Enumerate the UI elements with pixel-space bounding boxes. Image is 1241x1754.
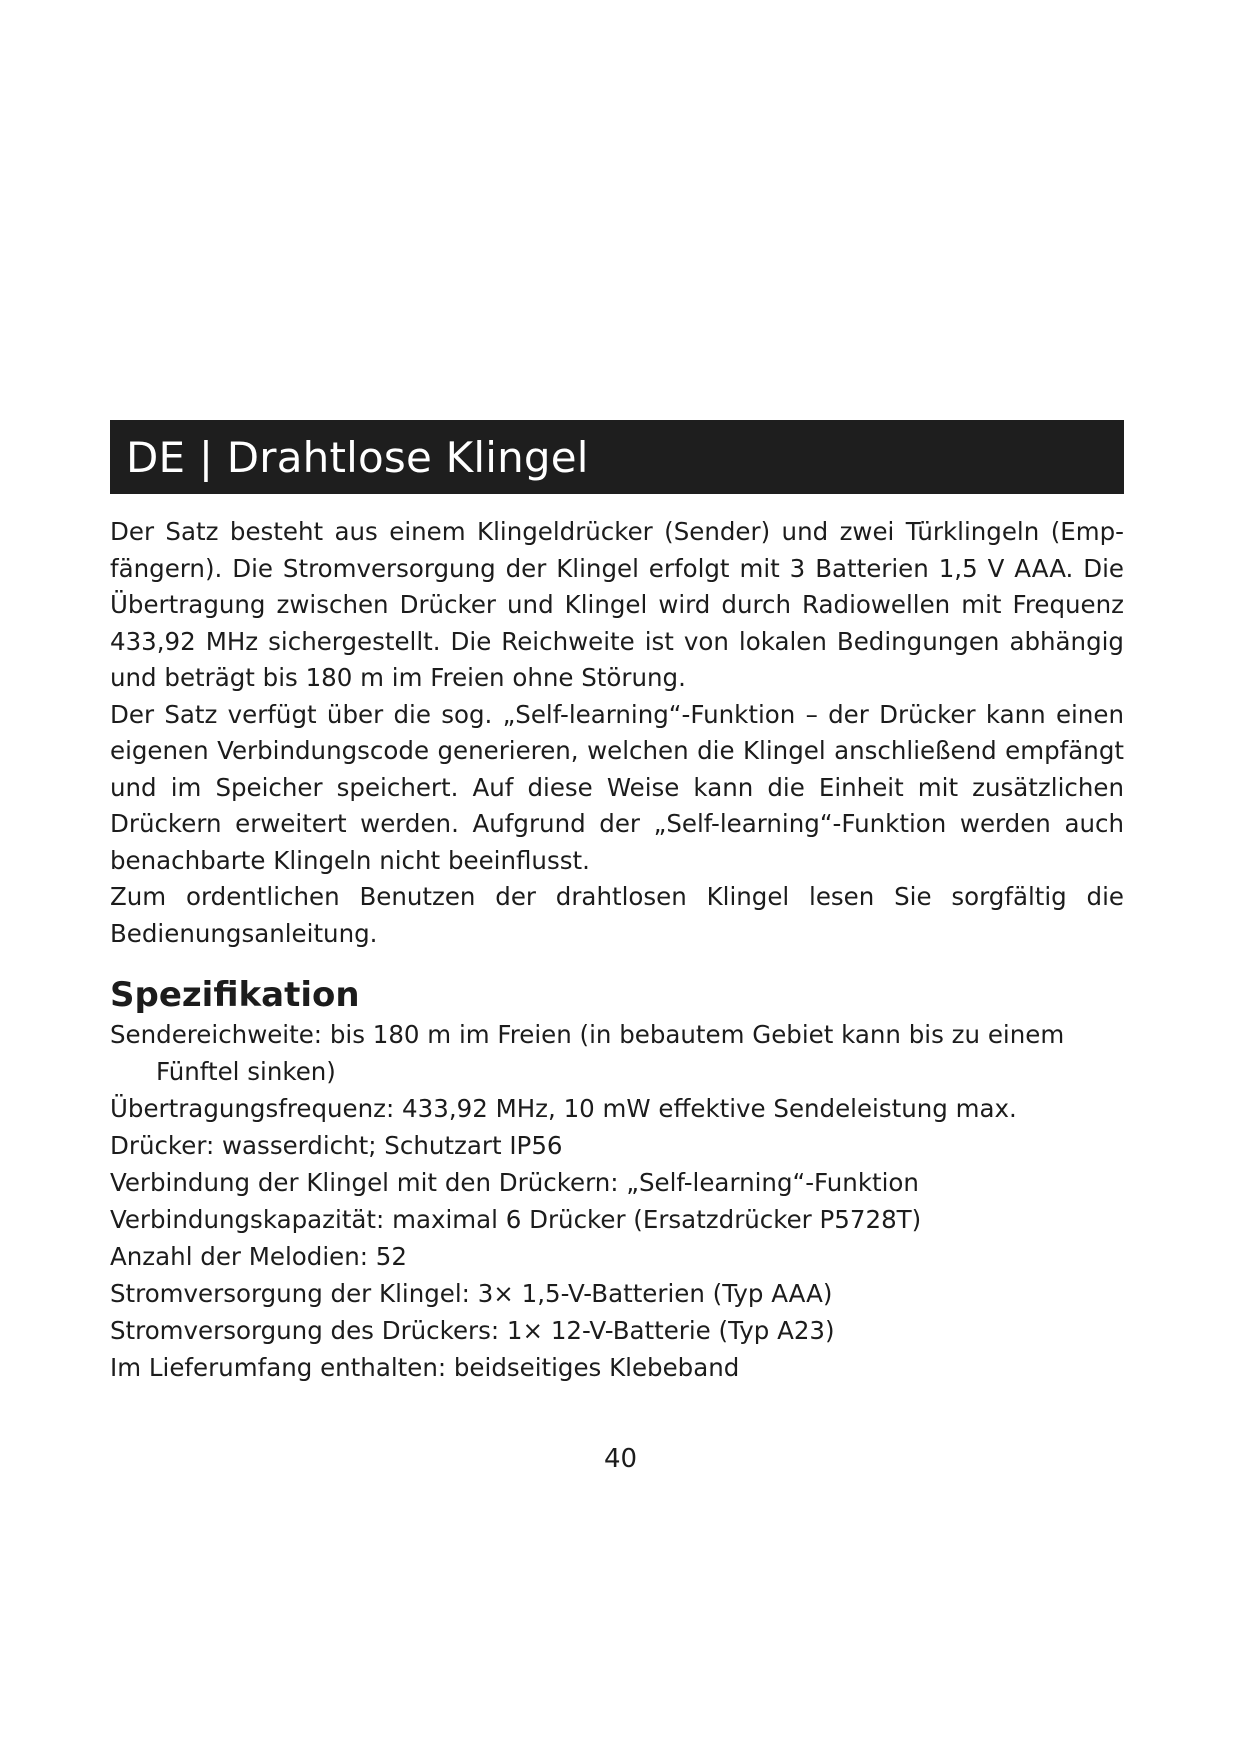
specification-list — [110, 1016, 1124, 1386]
intro-paragraph: Der Satz besteht aus einem Klingeldrücker (Sender) und zwei Türklingeln (Empfängern). Die Stromversorgung der Klingel erfolgt mit 3 Batterien 1,5 V AAA. Die Übertragung zwischen Drücker und Klingel wird durch Radiowellen mit Frequenz 433,92 MHz sichergestellt. Die Reichweite ist von lokalen Bedingungen abhängig und beträgt bis 180 m im Freien ohne Störung. — [110, 517, 1124, 692]
intro-paragraph: Zum ordentlichen Benutzen der drahtlosen Klingel lesen Sie sorgfältig die Bedienungsanleitung. — [110, 882, 1124, 948]
spec-item: Stromversorgung des Drückers: 1× 12-V-Batterie (Typ A23) — [110, 1316, 835, 1345]
spec-item: Übertragungsfrequenz: 433,92 MHz, 10 mW effektive Sendeleistung max. — [110, 1094, 1017, 1123]
spec-item: Verbindung der Klingel mit den Drückern: „Self-learning“-Funktion — [110, 1168, 919, 1197]
specification-heading: Spezifikation — [110, 975, 360, 1015]
intro-text — [110, 514, 1124, 952]
section-title-bar — [110, 420, 1124, 494]
page-number: 40 — [603, 1444, 638, 1474]
spec-item: Stromversorgung der Klingel: 3× 1,5-V-Batterien (Typ AAA) — [110, 1279, 833, 1308]
intro-paragraph: Der Satz verfügt über die sog. „Self-learning“-Funktion – der Drücker kann einen eigenen Verbindungscode generieren, welchen die Klingel anschließend empfängt und im Speicher speichert. Auf diese Weise kann die Einheit mit zusätzlichen Drückern erweitert werden. Aufgrund der „Self-learning“-Funktion werden auch benachbarte Klingeln nicht beeinflusst. — [110, 699, 1124, 875]
spec-item: Sendereichweite: bis 180 m im Freien (in bebautem Gebiet kann bis zu einem Fünftel sinken) — [110, 1020, 1065, 1086]
spec-item: Anzahl der Melodien: 52 — [110, 1242, 407, 1271]
manual-page — [110, 420, 1124, 1386]
spec-item: Drücker: wasserdicht; Schutzart IP56 — [110, 1131, 563, 1160]
spec-item: Im Lieferumfang enthalten: beidseitiges Klebeband — [110, 1353, 740, 1382]
spec-item: Verbindungskapazität: maximal 6 Drücker (Ersatzdrücker P5728T) — [110, 1205, 922, 1234]
section-title: DE | Drahtlose Klingel — [126, 432, 589, 482]
